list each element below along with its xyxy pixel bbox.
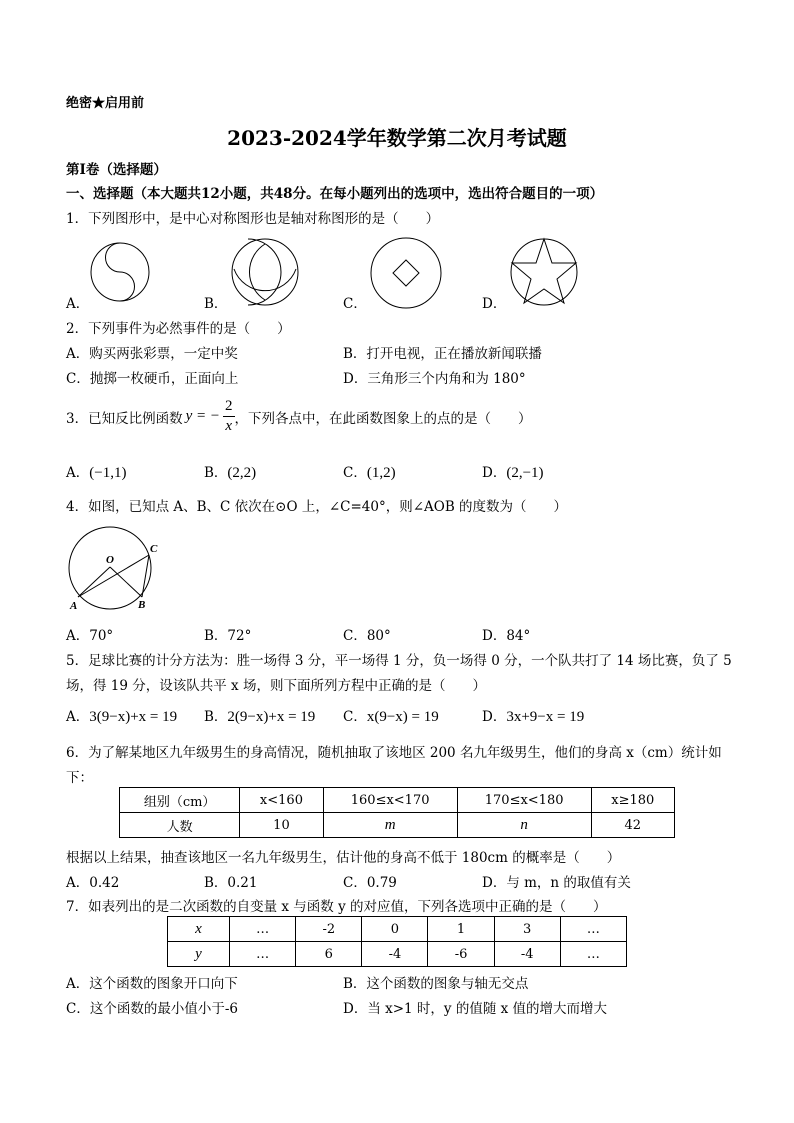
q3-option-d-label: D． — [482, 465, 507, 481]
q3-option-a — [66, 461, 126, 482]
table-cell: 人数 — [120, 813, 240, 838]
q6-question: 根据以上结果，抽查该地区一名九年级男生，估计他的身高不低于 180cm 的概率是（ ） — [66, 850, 621, 866]
q3-option-c — [343, 461, 396, 482]
table-row — [120, 788, 675, 813]
q3-option-b — [204, 461, 256, 482]
q5-option-a-label: A． — [66, 709, 90, 725]
q2-option-b: B．打开电视，正在播放新闻联播 — [343, 346, 542, 362]
q3-point-c: (1,2) — [366, 465, 396, 481]
q6-option-c: C．0.79 — [343, 875, 397, 891]
table-cell: m — [323, 813, 457, 838]
q1-option-b: B． — [204, 296, 228, 312]
table-cell: 160≤x<170 — [323, 788, 457, 813]
table-cell: 6 — [296, 942, 362, 967]
three-arcs-figure — [228, 236, 302, 308]
q5-stem-line-1: 5．足球比赛的计分方法为：胜一场得 3 分，平一场得 1 分，负一场得 0 分，一个队共打了 14 场比赛，负了 5 — [66, 653, 732, 669]
table-cell: 0 — [362, 917, 428, 942]
q3-stem — [66, 399, 532, 434]
q7-stem: 7．如表列出的是二次函数的自变量 x 与函数 y 的对应值，下列各选项中正确的是（ ） — [66, 899, 607, 915]
q5-stem-line-2: 场，得 19 分，设该队共平 x 场，则下面所列方程中正确的是（ ） — [66, 678, 486, 694]
q7-option-b: B．这个函数的图象与轴无交点 — [343, 976, 529, 992]
q5-equation-b: 2(9−x)+x = 19 — [227, 709, 316, 725]
q4-option-d: D．84° — [482, 628, 531, 644]
q3-point-d: (2,−1) — [506, 465, 544, 481]
q6-option-a: A．0.42 — [66, 875, 120, 891]
q4-option-b: B．72° — [204, 628, 252, 644]
q3-point-b: (2,2) — [227, 465, 257, 481]
table-cell: x — [168, 917, 230, 942]
table-cell: … — [560, 942, 626, 967]
q6-option-d: D．与 m，n 的取值有关 — [482, 875, 631, 891]
q5-option-a — [66, 705, 177, 726]
q7-option-a: A．这个函数的图象开口向下 — [66, 976, 238, 992]
table-cell: 10 — [240, 813, 323, 838]
part-heading: 一、选择题（本大题共12小题，共48分。在每小题列出的选项中，选出符合题目的一项） — [66, 186, 604, 202]
secret-label: 绝密★启用前 — [66, 96, 145, 111]
q7-option-c: C．这个函数的最小值小于-6 — [66, 1001, 238, 1017]
q2-option-d: D．三角形三个内角和为 180° — [343, 371, 526, 387]
table-cell: y — [168, 942, 230, 967]
q1-option-d: D． — [482, 296, 507, 312]
q3-fraction — [223, 399, 235, 434]
circle-star-figure — [508, 236, 580, 308]
q6-stem-line-1: 6．为了解某地区九年级男生的身高情况，随机抽取了该地区 200 名九年级男生，他们的身高 x（cm）统计如 — [66, 745, 722, 761]
table-cell: 1 — [428, 917, 494, 942]
q3-point-a: (−1,1) — [89, 465, 127, 481]
q3-option-a-label: A． — [66, 465, 90, 481]
q7-value-table — [167, 916, 627, 967]
circle-square-figure — [369, 236, 443, 310]
q3-stem-prefix: 3．已知反比例函数 — [66, 410, 183, 427]
table-row — [168, 917, 627, 942]
q3-stem-suffix: ，下列各点中，在此函数图象上的点的是（ ） — [234, 410, 532, 427]
q2-option-a: A．购买两张彩票，一定中奖 — [66, 346, 238, 362]
q5-equation-d: 3x+9−x = 19 — [506, 709, 585, 725]
q3-function-lhs: y = − — [185, 408, 220, 424]
figure-label-b: B — [138, 599, 146, 611]
table-cell: 3 — [494, 917, 560, 942]
q3-option-d — [482, 461, 544, 482]
figure-label-a: A — [70, 600, 78, 612]
table-cell: 42 — [591, 813, 674, 838]
table-row — [120, 813, 675, 838]
q4-option-c: C．80° — [343, 628, 391, 644]
table-cell: x≥180 — [591, 788, 674, 813]
q1-stem: 1．下列图形中，是中心对称图形也是轴对称图形的是（ ） — [66, 211, 440, 227]
figure-label-o: O — [106, 554, 114, 566]
q2-option-c: C．抛掷一枚硬币，正面向上 — [66, 371, 239, 387]
q3-fraction-denominator: x — [225, 418, 233, 434]
q5-equation-a: 3(9−x)+x = 19 — [89, 709, 178, 725]
table-cell: 170≤x<180 — [457, 788, 591, 813]
q3-option-c-label: C． — [343, 465, 367, 481]
q3-option-b-label: B． — [204, 465, 228, 481]
table-cell: n — [457, 813, 591, 838]
table-row — [168, 942, 627, 967]
yin-yang-figure — [88, 242, 154, 304]
q1-option-c: C． — [343, 296, 367, 312]
q7-option-d: D．当 x>1 时，y 的值随 x 值的增大而增大 — [343, 1001, 608, 1017]
q6-stem-line-2: 下： — [66, 770, 93, 786]
table-cell: -4 — [362, 942, 428, 967]
q5-option-c-label: C． — [343, 709, 367, 725]
q2-stem: 2．下列事件为必然事件的是（ ） — [66, 321, 291, 337]
q4-option-a: A．70° — [66, 628, 114, 644]
q5-option-b — [204, 705, 315, 726]
q1-option-a: A． — [66, 296, 90, 312]
q6-height-table — [119, 787, 675, 838]
q5-option-d — [482, 705, 584, 726]
q5-option-c — [343, 705, 439, 726]
table-cell: x<160 — [240, 788, 323, 813]
table-cell: -4 — [494, 942, 560, 967]
volume-heading: 第Ⅰ卷（选择题） — [66, 162, 167, 178]
table-cell: -6 — [428, 942, 494, 967]
q4-stem: 4．如图，已知点 A、B、C 依次在⊙O 上，∠C=40°，则∠AOB 的度数为（ ） — [66, 499, 568, 515]
q5-option-d-label: D． — [482, 709, 507, 725]
table-cell: -2 — [296, 917, 362, 942]
q3-fraction-numerator: 2 — [223, 399, 235, 417]
circle-angle-figure — [62, 522, 166, 614]
table-cell: 组别（cm） — [120, 788, 240, 813]
q6-option-b: B．0.21 — [204, 875, 258, 891]
table-cell: … — [230, 917, 296, 942]
q5-option-b-label: B． — [204, 709, 228, 725]
table-cell: … — [560, 917, 626, 942]
table-cell: … — [230, 942, 296, 967]
q5-equation-c: x(9−x) = 19 — [366, 709, 439, 725]
figure-label-c: C — [150, 543, 158, 555]
page-title: 2023-2024学年数学第二次月考试题 — [227, 126, 567, 150]
